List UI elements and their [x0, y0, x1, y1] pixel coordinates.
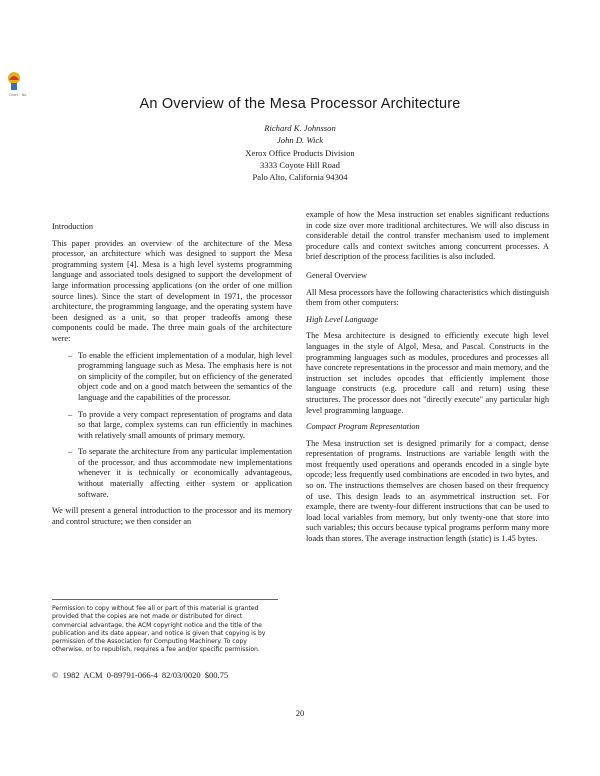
conference-logo-icon	[6, 70, 22, 92]
goals-list	[52, 351, 292, 501]
copyright-line: © 1982 ACM 0-89791-066-4 82/03/0020 $00.75	[52, 670, 229, 680]
hll-paragraph: The Mesa architecture is designed to efficiently execute high level languages in the style of Algol, Mesa, and Pascal. Constructs in the programming languages such as modules, procedures and processes all have concrete representations in the processor and main memory, and the instruction set includes opcodes that efficiently implement those language constructs (e.g. procedure call and return) using these structures. The processor does not "directly execute" any particular high level programming language.	[306, 331, 549, 415]
affiliation-line: 3333 Coyote Hill Road	[260, 159, 340, 170]
author-block	[0, 122, 600, 183]
left-column	[52, 222, 292, 533]
page-number: 20	[295, 708, 305, 718]
author-name: John D. Wick	[276, 135, 324, 146]
intro-paragraph: This paper provides an overview of the architecture of the Mesa processor, an architecture which was designed to support the Mesa programming system [4]. Mesa is a high level systems programming language and associated tools designed to support the development of large information processing applications (on the order of one million source lines). Since the start of development in 1971, the processor architecture, the programming language, and the operating system have been designed as a unit, so that proper tradeoffs among these components could be made. The three main goals of the architecture were:	[52, 238, 292, 343]
right-column	[306, 210, 549, 551]
goal-item: – To enable the efficient implementation of a modular, high level programming language such as Mesa. The emphasis here is not on simplicity of the compiler, but on efficiency of the generated object code and on a good match between the semantics of the language and the capabilities of the processor.	[52, 351, 292, 404]
section-heading-introduction: Introduction	[52, 222, 94, 231]
overview-paragraph: All Mesa processors have the following characteristics which distinguish them from other computers:	[306, 287, 549, 308]
section-heading-general-overview: General Overview	[306, 270, 368, 280]
goal-item: – To separate the architecture from any particular implementation of the processor, and thus accommodate new implementations whenever it is technically or economically advantageous, without materially affecting either system or application software.	[52, 447, 292, 500]
goal-item: – To provide a very compact representation of programs and data so that large, complex systems can run efficiently in machines with relatively small amounts of primary memory.	[52, 410, 292, 442]
affiliation-line: Palo Alto, California 94304	[252, 172, 348, 183]
permission-notice: Permission to copy without fee all or part of this material is granted provided that the copies are not made or distributed for direct commercial advantage, the ACM copyright notice and the title of the publication and its date appear, and notice is given that copying is by permission of the Association for Computing Machinery. To copy otherwise, or to republish, requires a fee and/or specific permission.	[52, 599, 278, 655]
closing-paragraph: We will present a general introduction to the processor and its memory and control structure; we then consider an	[52, 506, 292, 526]
paper-title: An Overview of the Mesa Processor Architecture	[139, 96, 461, 112]
continued-paragraph: example of how the Mesa instruction set enables significant reductions in code size over more traditional architectures. We will also discuss in considerable detail the control transfer mechanism used to implement procedure calls and context switches among concurrent processes. A brief description of the process facilities is also included.	[306, 210, 549, 262]
cpr-paragraph: The Mesa instruction set is designed primarily for a compact, dense representation of programs. Instructions are variable length with the most frequently used operations and operands encoded in a single byte opcode; less frequently used combinations are encoded in two bytes, and so on. The instructions themselves are chosen based on their frequency of use. This design leads to an asymmetrical instruction set. For example, there are twenty-four different instructions that can be used to load local variables from memory, but only twenty-one that store into such variables; this occurs because typical programs perform many more loads than stores. The average instruction length (static) is 1.45 bytes.	[306, 438, 549, 544]
subheading-high-level-language: High Level Language	[306, 314, 378, 324]
affiliation-line: Xerox Office Products Division	[245, 147, 355, 158]
subheading-compact-representation: Compact Program Representation	[306, 422, 420, 432]
logo-caption: Chart · No.	[8, 93, 28, 97]
author-name: Richard K. Johnsson	[264, 123, 336, 133]
